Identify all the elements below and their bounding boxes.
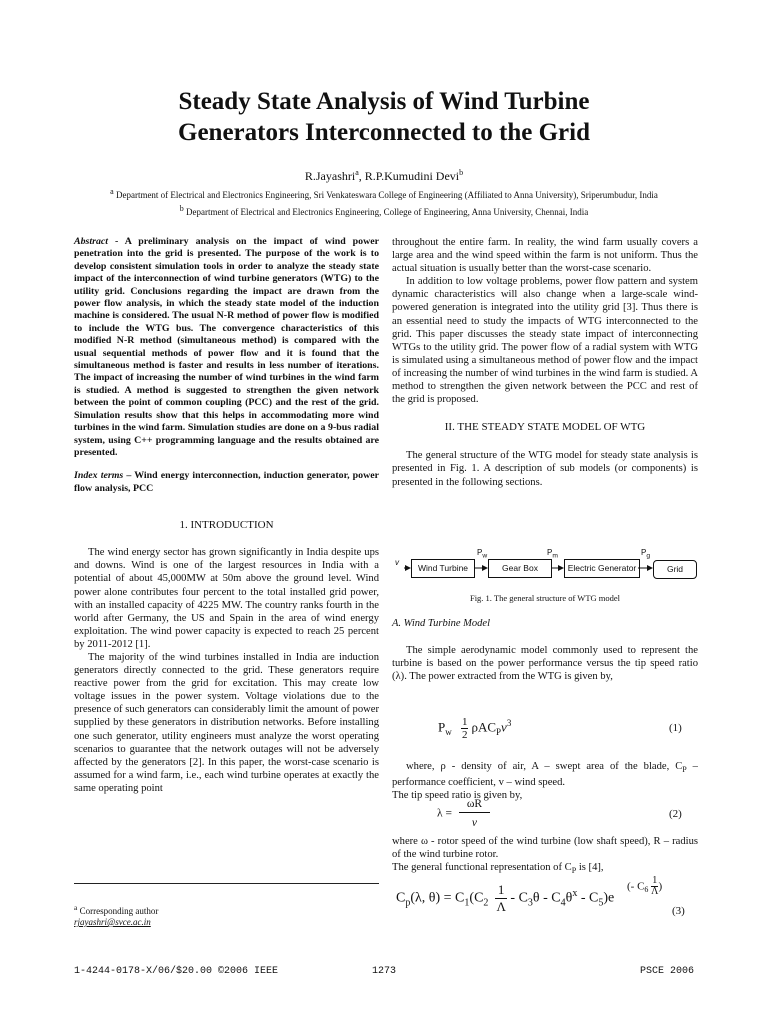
eq3-exp-close: ) <box>658 880 663 893</box>
footer-page-number: 1273 <box>372 966 397 977</box>
paper-title <box>0 86 768 148</box>
eq3-exp-open: (- C <box>627 880 645 893</box>
subsection-heading-wind-turbine-model: A. Wind Turbine Model <box>392 618 490 629</box>
label-pm <box>547 548 558 560</box>
eq1-exponent: 3 <box>506 718 512 729</box>
index-terms <box>74 470 379 495</box>
eq3-frac-den: Λ <box>496 899 506 914</box>
right-paragraph-4: The simple aerodynamic model commonly used to represent the turbine is based on the power performance versus the tip speed ratio (λ). The power extracted from the WTG is given by, <box>392 645 698 683</box>
eq3-x: x <box>572 888 578 900</box>
eq3-mid: - C <box>510 890 528 906</box>
intro-paragraph-1: The wind energy sector has grown significantly in India despite ups and downs. Wind is one of the largest resources in India with a potential of about 45,000MW at 50m above the ground level. Wind power alone contributes four percent to the total installed grid power, with an installed capacity of 4225 MW. The country ranks fourth in the world after Germany, the US and Spain in the area of wind energy exploitation. The wind power capacity is expected to reach 25 percent by 2011-2012 [1]. <box>74 547 379 650</box>
affiliation-b <box>0 204 768 217</box>
eq1-fraction <box>461 716 469 741</box>
box-gear-box: Gear Box <box>488 559 552 578</box>
box-electric-generator: Electric Generator <box>564 559 640 578</box>
footer-copyright: 1-4244-0178-X/06/$20.00 ©2006 IEEE <box>74 966 279 977</box>
diagram-input-v: v <box>395 558 399 567</box>
eq3-open: (C <box>469 890 484 906</box>
abstract-lead: Abstract <box>74 236 109 247</box>
eq3-sub-3: 3 <box>527 897 533 909</box>
general-form-main: The general functional representation of C <box>392 862 572 874</box>
label-pw-main: P <box>477 548 483 557</box>
where-2-text: where ω - rotor speed of the wind turbine (low shaft speed), R – radius of the wind turbine rotor. <box>392 836 698 861</box>
eq1-numerator: 1 <box>461 716 468 728</box>
eq3-theta: θ - C <box>532 890 561 906</box>
box-wind-turbine: Wind Turbine <box>411 559 475 578</box>
eq1-lhs-sub: w <box>445 727 452 738</box>
eq1-v: v <box>501 719 507 735</box>
eq3-theta-2: θ <box>565 890 573 906</box>
title-line-1: Steady State Analysis of Wind Turbine <box>178 88 590 115</box>
eq3-exp-sub-6: 6 <box>644 885 649 895</box>
equation-2-number: (2) <box>669 808 682 820</box>
label-pg-sub: g <box>646 552 651 560</box>
eq3-frac-num: 1 <box>495 882 508 899</box>
eq3-exp-num: 1 <box>652 875 658 886</box>
eq3-fraction <box>495 882 508 915</box>
label-pg <box>641 548 650 560</box>
tip-speed-line: The tip speed ratio is given by, <box>392 790 523 802</box>
label-pm-sub: m <box>552 552 558 560</box>
affiliation-a-sup: a <box>110 187 114 196</box>
eq1-rhs: ρAC <box>471 719 497 735</box>
where-1-end: – performance coefficient, v – wind speed. <box>392 761 698 789</box>
footnote-rule <box>74 883 379 884</box>
footnote-email[interactable]: rjayashri@svce.ac.in <box>74 917 151 927</box>
eq2-numerator: ωR <box>459 798 490 813</box>
intro-paragraph-2: The majority of the wind turbines installed in India are induction generators directly connected to the grid. These generators require reactive power from the grid for excitation. This may create low voltage issues in the power system. Voltage violations due to the presence of such generators can considerably limit the amount of power supplied by these generators in distribution networks. Before installing one such generator, utility engineers must analyze the worst operating scenarios to guarantee that the network outages will not be adversely affected by the generators [2]. In this paper, the worst-case scenario is assumed for a wind farm, i.e., each wind turbine operates at exactly the same operating point <box>74 651 379 794</box>
equation-2 <box>437 798 490 829</box>
author-separator: , <box>358 169 365 183</box>
footnote <box>74 903 158 916</box>
eq3-args: (λ, θ) = C <box>410 890 465 906</box>
eq1-rhs-sub: P <box>496 727 502 738</box>
where-1-main: where, ρ - density of air, A – swept area of the blade, C <box>406 761 683 772</box>
equation-1 <box>438 716 511 741</box>
where-2 <box>392 835 698 877</box>
author-1: R.Jayashri <box>304 169 356 183</box>
eq3-sub-5: 5 <box>598 897 604 909</box>
section-heading-steady-state: II. THE STEADY STATE MODEL OF WTG <box>444 421 646 434</box>
right-paragraph-3: The general structure of the WTG model for steady state analysis is presented in Fig. 1. A description of sub models (or components) is presented in the following sections. <box>392 450 698 488</box>
box-grid: Grid <box>653 560 697 579</box>
author-2-sup: b <box>459 168 464 177</box>
right-column-bottom <box>392 617 698 683</box>
eq3-sub-2: 2 <box>483 897 489 909</box>
footer-conference: PSCE 2006 <box>640 966 695 977</box>
affiliation-b-sup: b <box>179 204 184 213</box>
index-terms-text: – Wind energy interconnection, induction generator, power flow analysis, PCC <box>74 470 379 494</box>
label-pg-main: P <box>641 548 647 557</box>
eq2-lhs: λ = <box>437 807 452 820</box>
eq3-sub-1: 1 <box>464 897 470 909</box>
where-1-sub: P <box>682 765 687 775</box>
figure-1-caption: Fig. 1. The general structure of WTG model <box>469 593 621 603</box>
equation-1-number: (1) <box>669 722 682 734</box>
abstract-text: - A preliminary analysis on the impact of wind power penetration into the grid is presented. The purpose of the work is to develop consistent simulation tools in order to analyze the steady state impact of the interconnection of wind turbine generators (WTG) to the utility grid. Conclusions regarding the impact are drawn from the power flow analysis, in which the steady state model of the induction machine is considered. The usual N-R method of power flow is modified to include the WTG bus. The convergence characteristics of this modified N-R method (simultaneous method) is compared with the usual sequential methods of power flow and it is found that the simultaneous method is faster and results in less number of iterations. The impact of increasing the number of wind turbines in the wind farm is studied. A method is suggested to strengthen the given network between the point of common coupling (PCC) and the rest of the grid. Simulation results show that this helps in accommodating more wind turbines in the wind farm. Simulation studies are done on a 9-bus radial system, using C++ programming language and the results obtained are presented. <box>74 236 379 458</box>
general-form-end: is [4], <box>576 862 604 874</box>
eq3-close: )e <box>603 890 615 906</box>
abstract <box>74 236 379 459</box>
footnote-label: Corresponding author <box>79 906 159 916</box>
footnote-sup: a <box>74 903 78 912</box>
equation-3-number: (3) <box>672 905 685 917</box>
equation-3 <box>396 882 614 915</box>
where-1 <box>392 760 698 802</box>
right-column-top <box>392 236 698 489</box>
eq3-end: - C <box>577 890 599 906</box>
eq1-lhs: P <box>438 719 446 735</box>
eq3-c: C <box>396 890 406 906</box>
general-form-sub: P <box>571 866 577 876</box>
affiliation-a <box>0 187 768 200</box>
section-heading-introduction: 1. INTRODUCTION <box>179 519 274 532</box>
where-1-text <box>392 760 698 789</box>
label-pw <box>477 548 487 560</box>
right-paragraph-2: In addition to low voltage problems, power flow pattern and system dynamic characteristics will also change when a large-scale wind-powered generation is integrated into the utility grid [3]. Thus there is an essential need to study the impacts of WTG interconnected to the grid. This paper discusses the steady state impact of interconnecting WTGs to the utility grid. The power flow of a radial system with WTG is simulated using a simultaneous method of power flow and the impact of increasing the number of wind turbines in the wind farm is studied. A method to strengthen the given network between the PCC and rest of the grid is proposed. <box>392 276 698 406</box>
title-line-2: Generators Interconnected to the Grid <box>178 119 590 146</box>
right-paragraph-1: throughout the entire farm. In reality, the wind farm usually covers a large area and the wind speed within the farm is not uniform. Thus the actual situation is usually better than the worst-case scenario. <box>392 237 698 275</box>
index-terms-lead: Index terms <box>74 470 124 482</box>
affiliation-a-text: Department of Electrical and Electronics Engineering, Sri Venkateswara College of Engineering (Affiliated to Anna University), Sriperumbudur, India <box>115 190 658 200</box>
author-list <box>0 168 768 184</box>
eq2-denominator: v <box>471 817 477 829</box>
left-column <box>74 236 379 795</box>
eq3-exp-den: Λ <box>651 886 659 897</box>
label-pm-main: P <box>547 548 553 557</box>
author-2: R.P.Kumudini Devi <box>364 169 460 183</box>
eq3-c-sub: p <box>405 897 411 909</box>
label-pw-sub: w <box>482 552 488 560</box>
eq1-denominator: 2 <box>461 729 468 741</box>
author-1-sup: a <box>355 168 359 177</box>
eq3-exponent <box>627 876 662 897</box>
eq3-sub-4: 4 <box>560 897 566 909</box>
eq2-fraction <box>459 798 490 829</box>
affiliation-b-text: Department of Electrical and Electronics Engineering, College of Engineering, Anna University, Chennai, India <box>185 207 589 217</box>
